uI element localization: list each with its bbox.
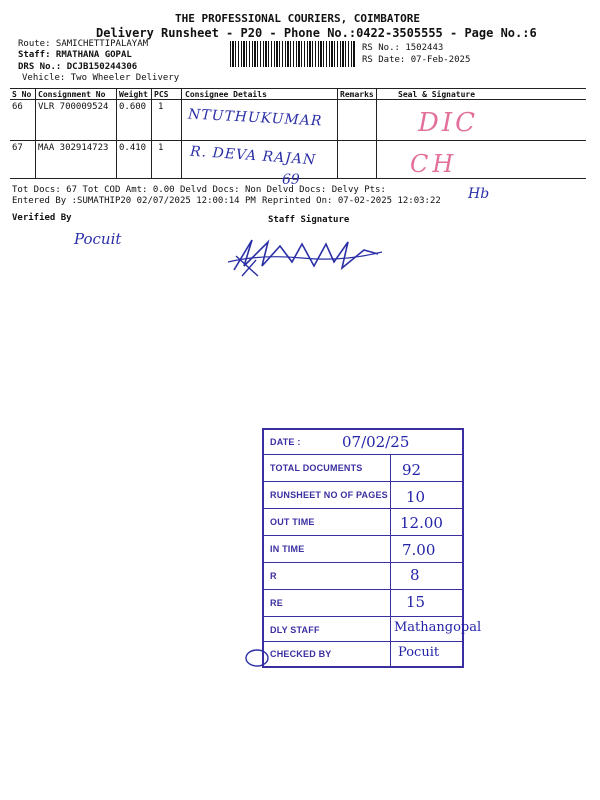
delvy-pts-handwriting: Hb	[468, 186, 490, 202]
delivery-stamp	[262, 428, 482, 668]
stamp-label-checked-by: CHECKED BY	[270, 649, 332, 659]
company-name: THE PROFESSIONAL COURIERS, COIMBATORE	[175, 12, 421, 25]
row1-sno: 66	[12, 102, 23, 112]
drs-number: DRS No.: DCJB150244306	[18, 62, 138, 72]
col-consignment: Consignment No	[38, 90, 106, 99]
stamp-value-runsheet-pages: 10	[406, 488, 426, 506]
stamp-value-total-documents: 92	[402, 461, 422, 479]
col-seal: Seal & Signature	[398, 90, 476, 99]
row1-consignee-handwriting: NTUTHUKUMAR	[187, 106, 323, 130]
entered-by: Entered By :SUMATHIP20 02/07/2025 12:00:14 PM	[12, 196, 256, 206]
stamp-value-in-time: 7.00	[402, 541, 436, 559]
totals-line: Tot Docs: 67 Tot COD Amt: 0.00 Delvd Docs: Non Delvd Docs: Delvy Pts:	[12, 185, 386, 195]
stamp-label-runsheet-pages: RUNSHEET NO OF PAGES	[270, 490, 388, 500]
runsheet-title: Delivery Runsheet - P20 - Phone No.:0422-3505555 - Page No.:6	[96, 26, 537, 40]
row1-weight: 0.600	[119, 102, 147, 112]
col-remarks: Remarks	[340, 90, 374, 99]
verified-by-label: Verified By	[12, 213, 72, 223]
reprinted-on: Reprinted On: 07-02-2025 12:03:22	[262, 196, 441, 206]
stamp-value-out-time: 12.00	[400, 514, 443, 532]
staff-signature-image	[222, 232, 392, 280]
delvd-docs-handwriting: 69	[282, 172, 300, 188]
row2-seal-handwriting: CH	[410, 150, 458, 178]
row1-pcs: 1	[158, 102, 164, 112]
rs-date: RS Date: 07-Feb-2025	[362, 55, 471, 65]
row2-consignment: MAA 302914723	[38, 143, 109, 153]
stamp-label-row5: R	[270, 571, 277, 581]
verified-by-signature: Pocuit	[74, 230, 122, 248]
col-pcs: PCS	[154, 90, 169, 99]
stamp-value-row6: 15	[406, 593, 426, 611]
staff-signature-label: Staff Signature	[268, 215, 350, 225]
stamp-label-total-documents: TOTAL DOCUMENTS	[270, 463, 363, 473]
route-text: Route: SAMICHETTIPALAYAM	[18, 39, 149, 49]
stamp-date-value: 07/02/25	[342, 433, 410, 451]
row2-consignee-handwriting: R. DEVA RAJAN	[189, 143, 317, 169]
vehicle-text: Vehicle: Two Wheeler Delivery	[22, 73, 180, 83]
row2-weight: 0.410	[119, 143, 147, 153]
stamp-label-in-time: IN TIME	[270, 544, 305, 554]
barcode	[230, 41, 356, 67]
staff-text: Staff: RMATHANA GOPAL	[18, 50, 132, 60]
rs-number: RS No.: 1502443	[362, 43, 444, 53]
col-weight: Weight	[119, 90, 148, 99]
stamp-value-checked-by: Pocuit	[398, 645, 440, 660]
stamp-label-row6: RE	[270, 598, 283, 608]
row2-pcs: 1	[158, 143, 164, 153]
row1-consignment: VLR 700009524	[38, 102, 109, 112]
col-sno: S No	[12, 90, 32, 99]
stamp-value-row5: 8	[410, 566, 420, 584]
stamp-label-out-time: OUT TIME	[270, 517, 315, 527]
stamp-date-label: DATE :	[270, 437, 301, 447]
stamp-value-dly-staff: Mathangopal	[394, 620, 482, 635]
row2-sno: 67	[12, 143, 23, 153]
stamp-label-dly-staff: DLY STAFF	[270, 625, 320, 635]
row1-seal-handwriting: DIC	[418, 108, 479, 138]
circled-mark	[244, 648, 270, 668]
col-consignee: Consignee Details	[185, 90, 267, 99]
